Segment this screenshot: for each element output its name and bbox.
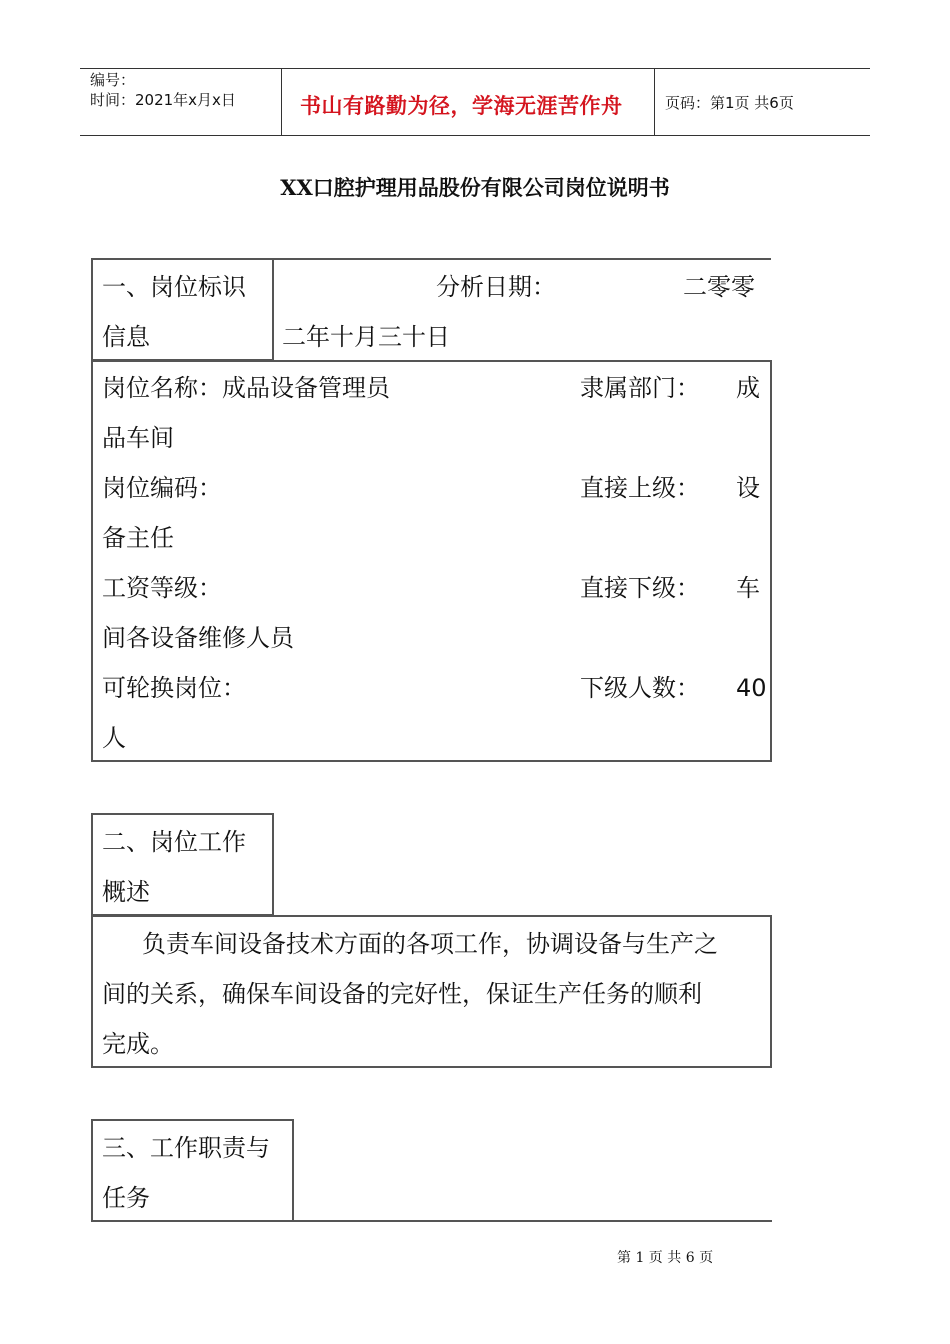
superior-value-wrap: 备主任 [102,524,174,552]
section2-body-line1: 负责车间设备技术方面的各项工作，协调设备与生产之 [142,930,718,958]
header-divider-left [281,68,282,136]
salary-grade: 工资等级： [102,574,222,602]
superior-value-start: 设 [736,474,760,502]
section3-heading-right [292,1119,294,1221]
department-label: 隶属部门： [580,374,700,402]
position-code: 岗位编码： [102,474,222,502]
header-code-label: 编号： [90,71,136,89]
section3-heading-line1: 三、工作职责与 [102,1134,270,1162]
subordinate-count-start: 40 [736,674,767,702]
section3-bottom-rule [91,1220,772,1222]
analysis-date-label: 分析日期： [436,273,556,301]
section2-heading-line2: 概述 [102,878,150,906]
footer-page-number: 第 1 页 共 6 页 [617,1250,714,1266]
header-time-label: 时间：2021年x月x日 [90,91,236,109]
section3-heading-left [91,1119,93,1221]
analysis-date-part2: 二年十月三十日 [282,323,450,351]
department-value-wrap: 品车间 [102,424,174,452]
header-page-info: 页码：第1页 共6页 [665,94,794,112]
section1-heading-line1: 一、岗位标识 [102,273,246,301]
section2-body-line2: 间的关系，确保车间设备的完好性，保证生产任务的顺利 [102,980,702,1008]
section1-heading-line2: 信息 [102,323,150,351]
header-bottom-rule [80,135,870,136]
section3-heading-line2: 任务 [102,1184,150,1212]
subordinate-count-wrap: 人 [102,724,126,752]
section2-body-line3: 完成。 [102,1030,174,1058]
superior-label: 直接上级： [580,474,700,502]
position-name: 岗位名称：成品设备管理员 [102,374,390,402]
header-motto: 书山有路勤为径，学海无涯苦作舟 [300,94,623,118]
subordinate-value-wrap: 间各设备维修人员 [102,624,294,652]
rotation-position: 可轮换岗位： [102,674,246,702]
subordinate-value-start: 车 [736,574,760,602]
page-title: XX口腔护理用品股份有限公司岗位说明书 [280,175,670,200]
header-top-rule [80,68,870,69]
section1-top-rule [273,258,771,260]
subordinate-label: 直接下级： [580,574,700,602]
subordinate-count-label: 下级人数： [580,674,700,702]
analysis-date-part1: 二零零 [683,273,755,301]
section3-heading-top [91,1119,294,1121]
section2-heading-line1: 二、岗位工作 [102,828,246,856]
department-value-start: 成 [736,374,760,402]
header-divider-right [654,68,655,136]
